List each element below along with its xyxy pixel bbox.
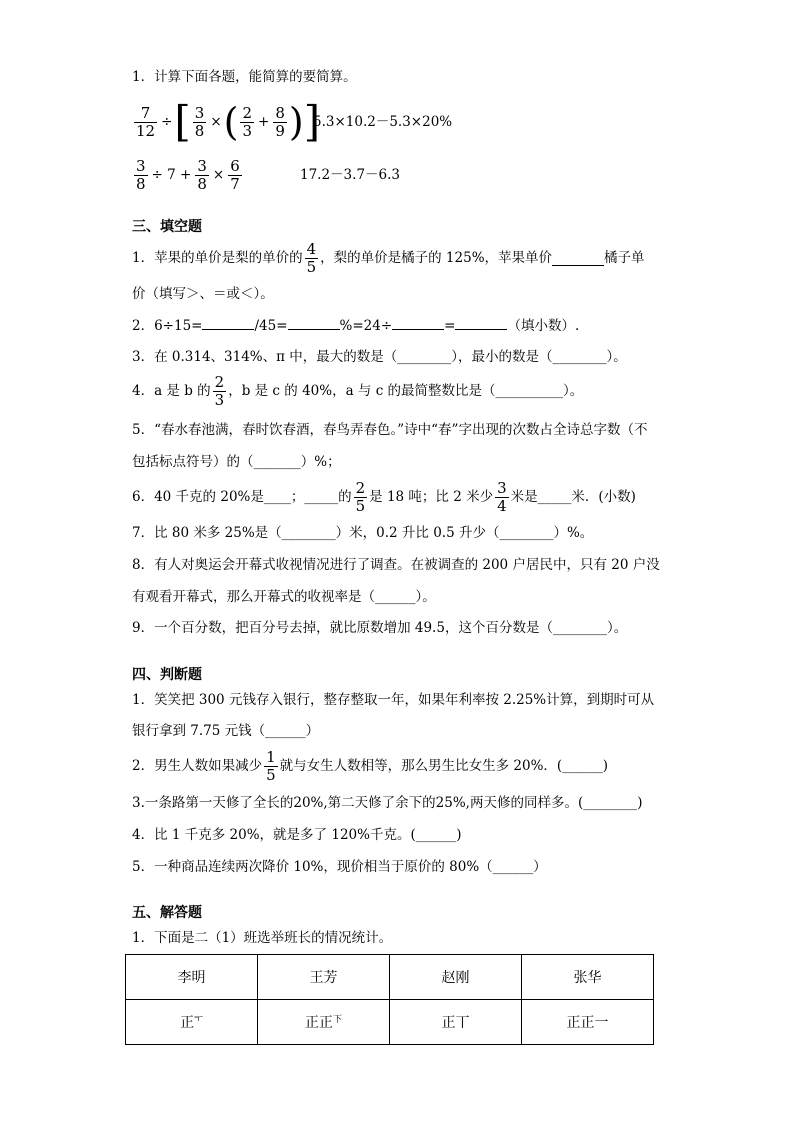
operator: + (258, 114, 270, 130)
question-text: /45= (254, 318, 288, 334)
question-text: 4．a 是 b 的 (132, 383, 211, 399)
question-text: ，b 是 c 的 40%，a 与 c 的最简整数比是（__________）。 (228, 383, 584, 399)
fraction: $\frac{3}{8}$ (197, 156, 207, 193)
fraction: $\frac{2}{3}$ (242, 103, 253, 140)
tally-mark-partial: ㅜ (194, 1015, 203, 1025)
fraction: $\frac{3}{8}$ (136, 156, 146, 193)
tally-mark: 正 (180, 1015, 195, 1031)
calc-expression-4: 17.2－3.7－6.3 (300, 167, 400, 183)
fraction: $\frac{7}{12}$ (136, 103, 156, 140)
operator: × (210, 114, 222, 130)
fill-question-6 (132, 476, 636, 518)
table-row (126, 955, 654, 1000)
question-text: = (444, 318, 456, 334)
right-paren: ) (288, 100, 304, 144)
question-text: 橘子单 (604, 250, 645, 266)
judge-question-4: 4．比 1 千克多 20%，就是多了 120%千克。(______) (132, 827, 462, 843)
fill-question-7: 7．比 80 米多 25%是（________）米，0.2 升比 0.5 升少（________）%。 (132, 525, 594, 541)
vote-tally-table (125, 954, 654, 1045)
tally-cell (258, 1000, 390, 1045)
calc-expression-2: 5.3×10.2－5.3×20% (313, 114, 453, 130)
fill-question-8: 8．有人对奥运会开幕式收视情况进行了调查。在被调查的 200 户居民中，只有 20 户没 (132, 557, 660, 573)
judge-question-1: 1．笑笑把 300 元钱存入银行，整存整取一年，如果年利率按 2.25%计算，到期时可从 (132, 692, 655, 708)
calc-expression-1 (132, 97, 321, 146)
fraction: $\frac{1}{5}$ (266, 747, 276, 784)
tally-cell (126, 1000, 258, 1045)
question-text: %=24÷ (339, 318, 393, 334)
fraction: $\frac{2}{5}$ (355, 478, 366, 515)
question-text: 1．苹果的单价是梨的单价的 (132, 250, 303, 266)
right-bracket: ] (303, 97, 321, 146)
operator: × (212, 167, 225, 183)
calc-q1-prompt: 1．计算下面各题，能简算的要简算。 (132, 69, 357, 85)
question-text: 就与女生人数相等，那么男生比女生多 20%．(______) (279, 758, 608, 774)
calc-expression-3 (132, 153, 244, 197)
fill-question-1-cont: 价（填写＞、＝或＜）。 (132, 286, 274, 302)
answer-blank[interactable] (392, 315, 444, 330)
table-header-cell: 赵刚 (390, 955, 522, 1000)
table-header-cell: 王芳 (258, 955, 390, 1000)
section-heading-judge: 四、判断题 (132, 667, 202, 683)
tally-mark-partial: 下 (332, 1015, 342, 1025)
table-header-cell: 张华 (522, 955, 654, 1000)
fill-question-3: 3．在 0.314、314%、π 中，最大的数是（________），最小的数是（________）。 (132, 349, 627, 365)
left-bracket: [ (174, 97, 191, 146)
fill-question-5: 5．“春水春池满，春时饮春酒，春鸟弄春色。”诗中“春”字出现的次数占全诗总字数（不 (132, 422, 648, 438)
judge-question-1-cont: 银行拿到 7.75 元钱（______） (132, 723, 320, 739)
question-text: 是 18 吨；比 2 米少 (369, 489, 494, 505)
fraction: $\frac{3}{4}$ (497, 478, 507, 515)
fill-question-5-cont: 包括标点符号）的（_______）%； (132, 454, 341, 470)
answer-blank[interactable] (455, 315, 507, 330)
question-text: （填小数）. (507, 318, 580, 334)
fraction: $\frac{8}{9}$ (275, 103, 285, 140)
left-paren: ( (223, 100, 239, 144)
tally-cell (390, 1000, 522, 1045)
tally-mark: 正正 (304, 1015, 333, 1031)
judge-question-3: 3.一条路第一天修了全长的20%,第二天修了余下的25%,两天修的同样多。(________) (132, 795, 643, 811)
question-text: ，梨的单价是橘子的 125%，苹果单价 (320, 250, 553, 266)
answer-blank[interactable] (202, 315, 254, 330)
question-text: 米是_____米．(小数) (510, 489, 636, 505)
tally-mark: 正正一 (566, 1015, 609, 1031)
table-row (126, 1000, 654, 1045)
fill-question-4 (132, 370, 583, 412)
fraction: $\frac{6}{7}$ (230, 156, 240, 193)
section-heading-fill: 三、填空题 (132, 219, 202, 235)
operator: ÷ (161, 114, 173, 130)
fill-question-9: 9．一个百分数，把百分号去掉，就比原数增加 49.5，这个百分数是（________）。 (132, 620, 628, 636)
question-text: 2．男生人数如果减少 (132, 758, 263, 774)
section-heading-answer: 五、解答题 (132, 905, 202, 921)
judge-question-5: 5．一种商品连续两次降价 10%，现价相当于原价的 80%（______） (132, 859, 547, 875)
tally-cell (522, 1000, 654, 1045)
question-text: 6．40 千克的 20%是____；_____的 (132, 489, 352, 505)
fill-question-8-cont: 有观看开幕式，那么开幕式的收视率是（______）。 (132, 589, 436, 605)
fraction: $\frac{4}{5}$ (306, 239, 317, 276)
fraction: $\frac{2}{3}$ (214, 372, 225, 409)
fraction: $\frac{3}{8}$ (194, 103, 205, 140)
fill-question-1 (132, 238, 645, 278)
tally-mark: 正丅 (441, 1015, 470, 1031)
table-header-cell: 李明 (126, 955, 258, 1000)
answer-blank[interactable] (552, 251, 604, 266)
answer-question-1: 1．下面是二（1）班选举班长的情况统计。 (132, 930, 393, 946)
answer-blank[interactable] (288, 315, 340, 330)
operator: ÷ 7 + (151, 167, 192, 183)
judge-question-2 (132, 745, 608, 787)
fill-question-2 (132, 315, 579, 336)
question-text: 2．6÷15= (132, 318, 203, 334)
